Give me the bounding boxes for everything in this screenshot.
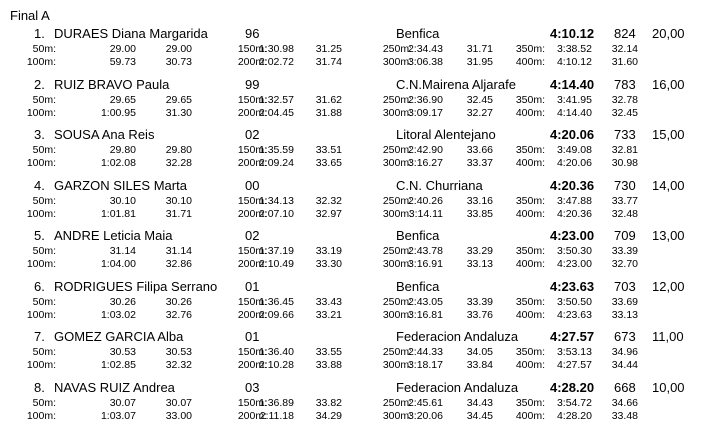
split-lap-time: 31.95 — [466, 56, 493, 68]
split-lap-time: 30.26 — [165, 295, 192, 308]
split-distance-label: 300m: — [382, 359, 412, 371]
split-distance-label: 350m: — [515, 93, 545, 106]
split-distance-label: 300m: — [382, 106, 412, 119]
score-value: 13,00 — [652, 228, 685, 243]
split-cumulative-time: 3:18.17 — [407, 359, 443, 371]
score-value: 20,00 — [652, 26, 685, 41]
split-cumulative-time: 30.07 — [109, 396, 136, 409]
split-cumulative-time: 1:32.57 — [258, 93, 294, 106]
split-lap-time: 31.30 — [165, 106, 192, 119]
split-lap-time: 33.84 — [466, 359, 493, 371]
split-row — [0, 296, 710, 310]
split-cumulative-time: 2:10.28 — [258, 359, 294, 371]
split-cumulative-time: 1:37.19 — [258, 245, 294, 257]
split-distance-label: 350m: — [515, 43, 545, 55]
split-row — [0, 258, 710, 272]
split-distance-label: 400m: — [515, 207, 545, 220]
split-lap-time: 32.45 — [611, 106, 638, 119]
split-distance-label: 250m: — [382, 144, 412, 156]
split-distance-label: 200m: — [237, 207, 267, 220]
split-lap-time: 33.00 — [165, 409, 192, 422]
athlete-name: GOMEZ GARCIA Alba — [54, 329, 184, 344]
split-lap-time: 32.86 — [165, 258, 192, 270]
place-number: 2. — [34, 76, 45, 92]
split-lap-time: 32.32 — [165, 359, 192, 371]
club-name: C.N. Churriana — [396, 177, 483, 193]
split-row — [0, 195, 710, 209]
split-lap-time: 33.30 — [315, 258, 342, 270]
club-name: Litoral Alentejano — [396, 127, 496, 142]
split-distance-label: 250m: — [382, 194, 412, 207]
split-lap-time: 33.48 — [611, 409, 638, 422]
split-distance-label: 200m: — [237, 359, 267, 371]
split-distance-label: 250m: — [382, 295, 412, 308]
split-lap-time: 29.80 — [165, 144, 192, 156]
split-row — [0, 107, 710, 121]
final-time: 4:27.57 — [550, 329, 595, 344]
split-cumulative-time: 1:36.89 — [258, 396, 294, 409]
split-cumulative-time: 1:30.98 — [258, 43, 294, 55]
split-cumulative-time: 3:16.27 — [407, 157, 443, 169]
split-cumulative-time: 31.14 — [109, 245, 136, 257]
split-cumulative-time: 2:40.26 — [407, 194, 443, 207]
split-lap-time: 31.14 — [165, 245, 192, 257]
split-row — [0, 157, 710, 171]
split-lap-time: 32.97 — [315, 207, 342, 220]
place-number: 3. — [34, 127, 45, 142]
split-lap-time: 32.81 — [611, 144, 638, 156]
split-cumulative-time: 30.53 — [109, 346, 136, 358]
split-distance-label: 100m: — [26, 157, 56, 169]
fina-points: 703 — [614, 278, 636, 294]
split-lap-time: 33.77 — [611, 194, 638, 207]
fina-points: 824 — [614, 26, 636, 41]
split-lap-time: 31.25 — [315, 43, 342, 55]
split-cumulative-time: 2:36.90 — [407, 93, 443, 106]
split-cumulative-time: 1:00.95 — [100, 106, 136, 119]
split-row — [0, 245, 710, 259]
athlete-name: NAVAS RUIZ Andrea — [54, 379, 175, 395]
split-distance-label: 250m: — [382, 245, 412, 257]
split-cumulative-time: 4:10.12 — [556, 56, 592, 68]
split-cumulative-time: 29.80 — [109, 144, 136, 156]
fina-points: 783 — [614, 76, 636, 92]
split-cumulative-time: 1:35.59 — [258, 144, 294, 156]
club-name: Benfica — [396, 228, 440, 243]
split-lap-time: 33.21 — [315, 308, 342, 321]
split-lap-time: 33.55 — [315, 346, 342, 358]
split-distance-label: 400m: — [515, 258, 545, 270]
athlete-main-row — [0, 279, 710, 297]
split-lap-time: 32.76 — [165, 308, 192, 321]
athlete-name: GARZON SILES Marta — [54, 177, 187, 193]
athlete-name: ANDRE Leticia Maia — [54, 228, 173, 243]
score-value: 16,00 — [652, 76, 685, 92]
split-lap-time: 32.45 — [466, 93, 493, 106]
club-name: Federacion Andaluza — [396, 379, 519, 395]
split-distance-label: 200m: — [237, 258, 267, 270]
split-lap-time: 33.76 — [466, 308, 493, 321]
split-cumulative-time: 2:07.10 — [258, 207, 294, 220]
split-row — [0, 397, 710, 411]
split-distance-label: 50m: — [32, 396, 56, 409]
athlete-entry — [0, 329, 710, 377]
split-cumulative-time: 3:53.13 — [556, 346, 592, 358]
athlete-entry — [0, 26, 710, 74]
split-lap-time: 34.96 — [611, 346, 638, 358]
split-distance-label: 250m: — [382, 396, 412, 409]
split-cumulative-time: 2:42.90 — [407, 144, 443, 156]
split-cumulative-time: 3:50.30 — [556, 245, 592, 257]
split-cumulative-time: 4:14.40 — [556, 106, 592, 119]
athlete-main-row — [0, 329, 710, 347]
split-lap-time: 33.13 — [611, 308, 638, 321]
split-lap-time: 33.37 — [466, 157, 493, 169]
split-cumulative-time: 1:34.13 — [258, 194, 294, 207]
split-lap-time: 32.48 — [611, 207, 638, 220]
split-row — [0, 346, 710, 360]
split-cumulative-time: 4:23.63 — [556, 308, 592, 321]
split-cumulative-time: 3:20.06 — [407, 409, 443, 422]
split-distance-label: 150m: — [237, 144, 267, 156]
split-cumulative-time: 2:44.33 — [407, 346, 443, 358]
split-distance-label: 50m: — [32, 245, 56, 257]
split-lap-time: 33.16 — [466, 194, 493, 207]
split-cumulative-time: 2:02.72 — [258, 56, 294, 68]
fina-points: 730 — [614, 177, 636, 193]
split-distance-label: 250m: — [382, 93, 412, 106]
split-distance-label: 50m: — [32, 144, 56, 156]
birth-year: 01 — [245, 278, 260, 294]
score-value: 11,00 — [652, 329, 684, 344]
split-distance-label: 350m: — [515, 396, 545, 409]
split-distance-label: 100m: — [26, 258, 56, 270]
split-row — [0, 359, 710, 373]
split-cumulative-time: 1:36.40 — [258, 346, 294, 358]
split-row — [0, 94, 710, 108]
split-cumulative-time: 2:04.45 — [258, 106, 294, 119]
split-lap-time: 33.82 — [315, 396, 342, 409]
split-cumulative-time: 1:03.02 — [100, 308, 136, 321]
split-lap-time: 32.28 — [165, 157, 192, 169]
split-cumulative-time: 2:09.66 — [258, 308, 294, 321]
split-lap-time: 30.53 — [165, 346, 192, 358]
split-lap-time: 31.74 — [315, 56, 342, 68]
split-distance-label: 100m: — [26, 409, 56, 422]
split-distance-label: 400m: — [515, 359, 545, 371]
place-number: 8. — [34, 379, 45, 395]
split-row — [0, 410, 710, 424]
split-lap-time: 34.66 — [611, 396, 638, 409]
split-distance-label: 250m: — [382, 43, 412, 55]
split-distance-label: 50m: — [32, 93, 56, 106]
split-cumulative-time: 4:20.36 — [556, 207, 592, 220]
split-distance-label: 100m: — [26, 207, 56, 220]
split-row — [0, 208, 710, 222]
split-distance-label: 150m: — [237, 295, 267, 308]
split-distance-label: 150m: — [237, 93, 267, 106]
split-lap-time: 31.62 — [315, 93, 342, 106]
split-distance-label: 350m: — [515, 245, 545, 257]
score-value: 10,00 — [652, 379, 685, 395]
athlete-name: RODRIGUES Filipa Serrano — [54, 278, 218, 294]
place-number: 6. — [34, 278, 45, 294]
birth-year: 99 — [245, 76, 260, 92]
split-cumulative-time: 3:41.95 — [556, 93, 592, 106]
split-lap-time: 34.44 — [611, 359, 638, 371]
split-row — [0, 309, 710, 323]
split-distance-label: 200m: — [237, 157, 267, 169]
final-time: 4:20.06 — [550, 127, 595, 142]
split-cumulative-time: 3:14.11 — [408, 207, 443, 220]
split-distance-label: 400m: — [515, 308, 545, 321]
split-cumulative-time: 2:45.61 — [407, 396, 443, 409]
split-distance-label: 150m: — [237, 346, 267, 358]
birth-year: 02 — [245, 228, 260, 243]
split-cumulative-time: 2:09.24 — [258, 157, 294, 169]
split-cumulative-time: 3:38.52 — [556, 43, 592, 55]
split-distance-label: 50m: — [32, 295, 56, 308]
split-distance-label: 250m: — [382, 346, 412, 358]
birth-year: 00 — [245, 177, 260, 193]
split-cumulative-time: 30.10 — [109, 194, 136, 207]
split-lap-time: 33.69 — [611, 295, 638, 308]
split-cumulative-time: 59.73 — [109, 56, 136, 68]
athlete-main-row — [0, 127, 710, 145]
athlete-entry — [0, 228, 710, 276]
split-distance-label: 200m: — [237, 308, 267, 321]
split-distance-label: 350m: — [515, 144, 545, 156]
athlete-entry — [0, 127, 710, 175]
split-cumulative-time: 29.65 — [109, 93, 136, 106]
final-time: 4:23.00 — [550, 228, 595, 243]
split-cumulative-time: 1:02.08 — [100, 157, 136, 169]
split-lap-time: 33.66 — [466, 144, 493, 156]
split-distance-label: 300m: — [382, 207, 412, 220]
score-value: 14,00 — [652, 177, 685, 193]
split-lap-time: 34.43 — [466, 396, 493, 409]
split-cumulative-time: 4:23.00 — [556, 258, 592, 270]
split-cumulative-time: 2:11.18 — [259, 409, 294, 422]
split-distance-label: 200m: — [237, 409, 267, 422]
split-lap-time: 30.98 — [611, 157, 638, 169]
split-lap-time: 31.88 — [315, 106, 342, 119]
split-distance-label: 400m: — [515, 106, 545, 119]
split-cumulative-time: 4:20.06 — [556, 157, 592, 169]
split-distance-label: 100m: — [26, 106, 56, 119]
split-distance-label: 100m: — [26, 308, 56, 321]
athlete-main-row — [0, 26, 710, 44]
club-name: Federacion Andaluza — [396, 329, 519, 344]
athlete-entry — [0, 77, 710, 125]
athlete-entry — [0, 279, 710, 327]
club-name: Benfica — [396, 278, 440, 294]
birth-year: 01 — [245, 329, 260, 344]
birth-year: 02 — [245, 127, 260, 142]
split-distance-label: 350m: — [515, 295, 545, 308]
club-name: C.N.Mairena Aljarafe — [396, 76, 516, 92]
final-time: 4:28.20 — [550, 379, 595, 395]
split-lap-time: 32.78 — [611, 93, 638, 106]
split-distance-label: 400m: — [515, 157, 545, 169]
split-distance-label: 300m: — [382, 409, 412, 422]
place-number: 7. — [34, 329, 45, 344]
split-lap-time: 32.32 — [315, 194, 342, 207]
place-number: 4. — [34, 177, 45, 193]
score-value: 15,00 — [652, 127, 685, 142]
split-cumulative-time: 4:28.20 — [556, 409, 592, 422]
split-lap-time: 33.85 — [466, 207, 493, 220]
split-lap-time: 33.39 — [466, 295, 493, 308]
split-distance-label: 300m: — [382, 56, 412, 68]
split-lap-time: 33.88 — [315, 359, 342, 371]
split-cumulative-time: 3:49.08 — [556, 144, 592, 156]
split-distance-label: 200m: — [237, 56, 267, 68]
place-number: 5. — [34, 228, 45, 243]
athlete-main-row — [0, 228, 710, 246]
athlete-name: SOUSA Ana Reis — [54, 127, 155, 142]
split-lap-time: 33.51 — [315, 144, 342, 156]
split-distance-label: 50m: — [32, 43, 56, 55]
split-lap-time: 31.71 — [165, 207, 192, 220]
split-cumulative-time: 2:34.43 — [407, 43, 443, 55]
final-time: 4:20.36 — [550, 177, 595, 193]
split-cumulative-time: 1:36.45 — [258, 295, 294, 308]
split-lap-time: 30.73 — [165, 56, 192, 68]
split-lap-time: 32.14 — [611, 43, 638, 55]
split-distance-label: 350m: — [515, 194, 545, 207]
split-cumulative-time: 1:01.81 — [100, 207, 136, 220]
athlete-name: RUIZ BRAVO Paula — [54, 76, 170, 92]
split-cumulative-time: 3:54.72 — [556, 396, 592, 409]
birth-year: 03 — [245, 379, 260, 395]
athlete-name: DURAES Diana Margarida — [54, 26, 208, 41]
split-distance-label: 300m: — [382, 308, 412, 321]
split-cumulative-time: 1:03.07 — [100, 409, 136, 422]
final-time: 4:23.63 — [550, 278, 595, 294]
split-row — [0, 56, 710, 70]
birth-year: 96 — [245, 26, 260, 41]
split-cumulative-time: 4:27.57 — [556, 359, 592, 371]
split-lap-time: 32.27 — [466, 106, 493, 119]
split-cumulative-time: 1:02.85 — [100, 359, 136, 371]
fina-points: 673 — [614, 329, 636, 344]
split-distance-label: 150m: — [237, 396, 267, 409]
fina-points: 709 — [614, 228, 636, 243]
split-cumulative-time: 3:06.38 — [407, 56, 443, 68]
split-cumulative-time: 29.00 — [109, 43, 136, 55]
split-row — [0, 144, 710, 158]
split-cumulative-time: 1:04.00 — [100, 258, 136, 270]
final-time: 4:10.12 — [550, 26, 595, 41]
final-time: 4:14.40 — [550, 76, 595, 92]
club-name: Benfica — [396, 26, 440, 41]
athlete-entry — [0, 380, 710, 428]
split-lap-time: 33.29 — [466, 245, 493, 257]
split-distance-label: 300m: — [382, 157, 412, 169]
fina-points: 733 — [614, 127, 636, 142]
split-distance-label: 300m: — [382, 258, 412, 270]
split-cumulative-time: 3:50.50 — [556, 295, 592, 308]
split-cumulative-time: 3:16.81 — [407, 308, 443, 321]
split-lap-time: 33.13 — [466, 258, 493, 270]
athlete-main-row — [0, 77, 710, 95]
split-lap-time: 34.29 — [315, 409, 342, 422]
split-lap-time: 34.05 — [466, 346, 493, 358]
split-distance-label: 400m: — [515, 56, 545, 68]
split-lap-time: 30.07 — [165, 396, 192, 409]
split-lap-time: 33.43 — [315, 295, 342, 308]
split-distance-label: 50m: — [32, 194, 56, 207]
split-cumulative-time: 3:16.91 — [407, 258, 443, 270]
split-distance-label: 400m: — [515, 409, 545, 422]
split-cumulative-time: 2:43.78 — [407, 245, 443, 257]
split-lap-time: 33.19 — [315, 245, 342, 257]
split-distance-label: 150m: — [237, 43, 267, 55]
split-cumulative-time: 3:09.17 — [407, 106, 443, 119]
split-distance-label: 200m: — [237, 106, 267, 119]
split-lap-time: 34.45 — [466, 409, 493, 422]
split-lap-time: 29.65 — [165, 93, 192, 106]
split-lap-time: 33.65 — [315, 157, 342, 169]
split-distance-label: 150m: — [237, 194, 267, 207]
score-value: 12,00 — [652, 278, 685, 294]
split-distance-label: 50m: — [32, 346, 56, 358]
split-distance-label: 150m: — [237, 245, 267, 257]
fina-points: 668 — [614, 379, 636, 395]
split-lap-time: 31.60 — [611, 56, 638, 68]
split-distance-label: 350m: — [515, 346, 545, 358]
split-lap-time: 31.71 — [466, 43, 493, 55]
split-distance-label: 100m: — [26, 56, 56, 68]
split-cumulative-time: 2:43.05 — [407, 295, 443, 308]
athlete-main-row — [0, 380, 710, 398]
split-cumulative-time: 3:47.88 — [556, 194, 592, 207]
athlete-main-row — [0, 178, 710, 196]
split-lap-time: 33.39 — [611, 245, 638, 257]
split-lap-time: 30.10 — [165, 194, 192, 207]
final-heading: Final A — [10, 8, 50, 23]
split-cumulative-time: 2:10.49 — [258, 258, 294, 270]
split-distance-label: 100m: — [26, 359, 56, 371]
split-cumulative-time: 30.26 — [109, 295, 136, 308]
split-lap-time: 32.70 — [611, 258, 638, 270]
place-number: 1. — [34, 26, 45, 41]
split-lap-time: 29.00 — [165, 43, 192, 55]
athlete-entry — [0, 178, 710, 226]
split-row — [0, 43, 710, 57]
